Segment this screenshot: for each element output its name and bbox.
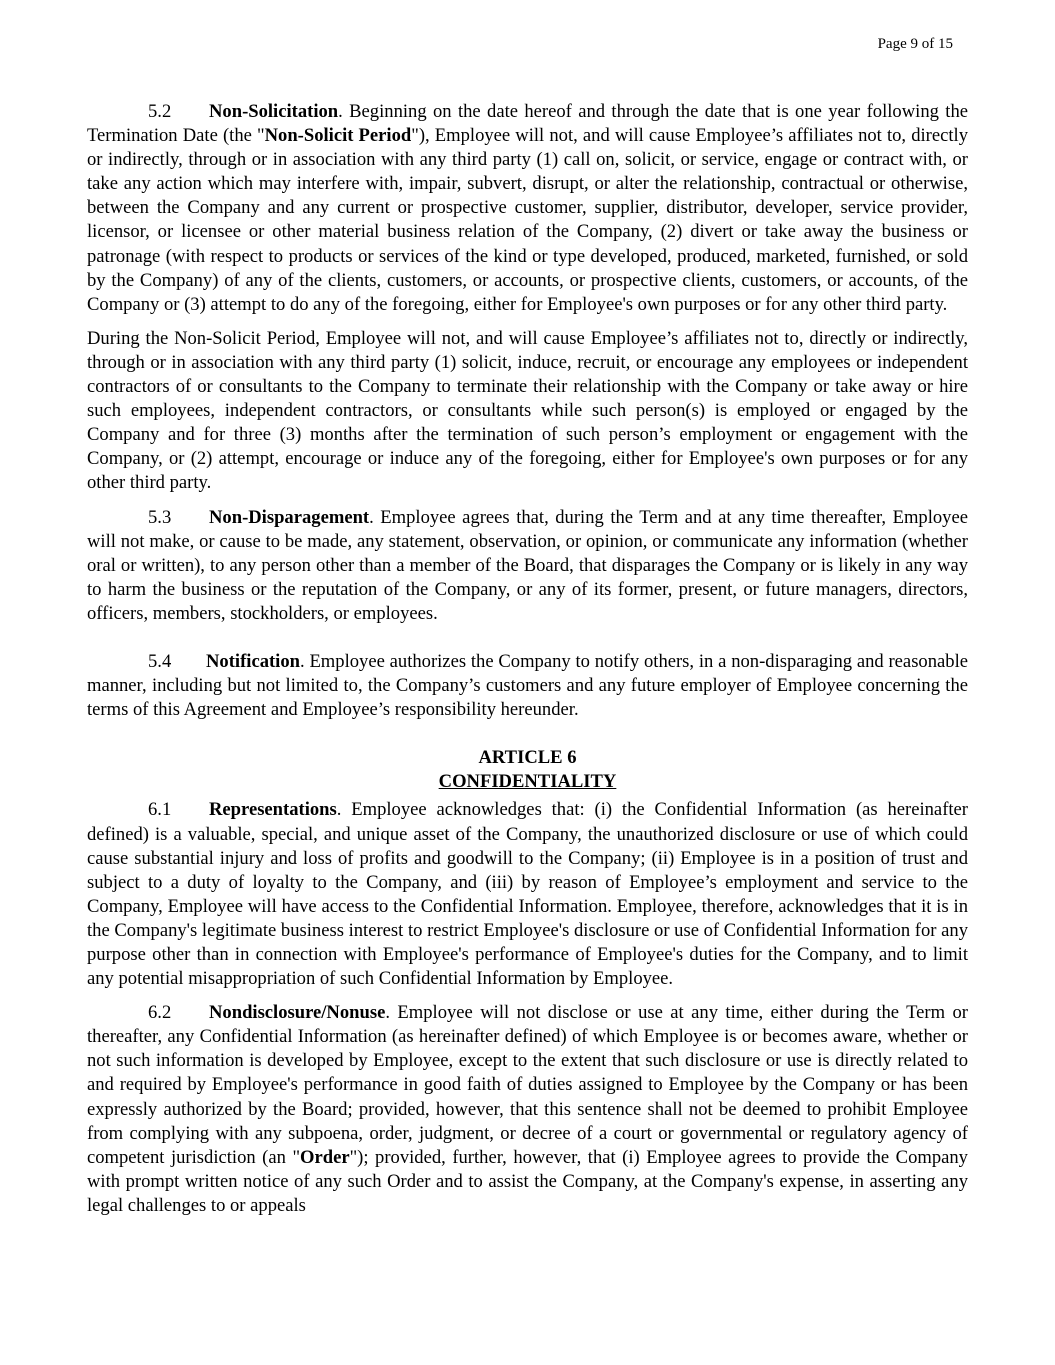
section-title: Nondisclosure/Nonuse <box>209 1002 386 1024</box>
article-heading: ARTICLE 6 <box>478 747 577 769</box>
article-title: CONFIDENTIALITY <box>438 771 617 793</box>
section-title: Notification <box>206 650 300 672</box>
section-text: . Employee agrees that, during the Term and at any time thereafter, Employee will not make, or cause to be made, any statement, observation, or opinion, or communicate any information (whether oral or written), to any person other than a member of the Board, that disparages the Company or is likely in any way to harm the business or the reputation of the Company, or any of its former, present, or future managers, directors, officers, members, stockholders, or employees. <box>87 506 968 624</box>
section-text: . Employee will not disclose or use at any time, either during the Term or thereafter, any Confidential Information (as hereinafter defined) of which Employee is or becomes aware, whether or not such information is developed by Employee, except to the extent that such disclosure or use is directly related to and required by Employee's performance in good faith of duties assigned to Employee by the Company or has been expressly authorized by the Board; provided, however, that this sentence shall not be deemed to prohibit Employee from complying with any subpoena, order, judgment, or decree of a court or governmental or regulatory agency of competent jurisdiction (an " <box>87 1002 968 1168</box>
section-number: 5.3 <box>148 506 172 528</box>
section-5-4 <box>87 650 968 722</box>
section-number: 5.4 <box>148 650 172 672</box>
document-body <box>87 100 968 1228</box>
section-title: Non-Disparagement <box>209 506 370 528</box>
section-5-2-continued: During the Non-Solicit Period, Employee will not, and will cause Employee’s affiliates not to, directly or indirectly, through or in association with any third party (1) solicit, induce, recruit, or encourage any employees or independent contractors of or consultants to the Company to terminate their relationship with the Company or take away or hire such employees, independent contractors, or consultants while such person(s) is employed or engaged by the Company and for three (3) months after the termination of such person’s employment or engagement with the Company, or (2) attempt, encourage or induce any of the foregoing, either for Employee's own purposes or for any other third party. <box>87 327 968 494</box>
section-title: Representations <box>209 799 337 821</box>
section-6-1 <box>87 798 968 991</box>
section-6-2 <box>87 1001 968 1218</box>
section-text: . Beginning on the date hereof and through the date that is one year following the Termination Date (the " <box>87 101 968 147</box>
section-text: "), Employee will not, and will cause Employee’s affiliates not to, directly or indirectly, through or in association with any third party (1) call on, solicit, or service, engage or contract with, or take any action which may interfere with, impair, subvert, disrupt, or alter the relationship, contractual or otherwise, between the Company and any current or prospective customer, supplier, distributor, developer, service provider, licensor, or licensee or other material business relation of the Company, (2) divert or take away the business or patronage (with respect to products or services of the kind or type developed, produced, marketed, furnished, or sold by the Company) of any of the clients, customers, or accounts, or prospective clients, customers, or accounts, of the Company or (3) attempt to do any of the foregoing, either for Employee's own purposes or for any other third party. <box>87 125 968 315</box>
section-5-3 <box>87 506 968 626</box>
section-number: 6.1 <box>148 799 172 821</box>
section-title: Non-Solicitation <box>209 101 339 122</box>
section-text: "); provided, further, however, that (i) Employee agrees to provide the Company with prompt written notice of any such Order and to assist the Company, at the Company's expense, in asserting any legal challenges to or appeals <box>87 1146 968 1216</box>
defined-term: Order <box>300 1146 350 1168</box>
section-text: . Employee acknowledges that: (i) the Confidential Information (as hereinafter defined) is a valuable, special, and unique asset of the Company, the unauthorized disclosure or use of which could cause substantial injury and loss of profits and goodwill to the Company; (ii) Employee is in a position of trust and subject to a duty of loyalty to the Company, and (iii) by reason of Employee’s employment and service to the Company, Employee will have access to the Confidential Information. Employee, therefore, acknowledges that it is in the Company's legitimate business interest to restrict Employee's disclosure or use of Confidential Information for any purpose other than in connection with Employee's performance of Employee's duties for the Company, and to limit any potential misappropriation of such Confidential Information by Employee. <box>87 799 968 990</box>
section-number: 5.2 <box>148 101 172 122</box>
section-text: . Employee authorizes the Company to notify others, in a non-disparaging and reasonable manner, including but not limited to, the Company’s customers and any future employer of Employee concerning the terms of this Agreement and Employee’s responsibility hereunder. <box>87 650 968 721</box>
section-5-2 <box>87 100 968 317</box>
section-number: 6.2 <box>148 1002 172 1024</box>
page-number: Page 9 of 15 <box>877 36 953 52</box>
defined-term: Non-Solicit Period <box>264 125 412 147</box>
